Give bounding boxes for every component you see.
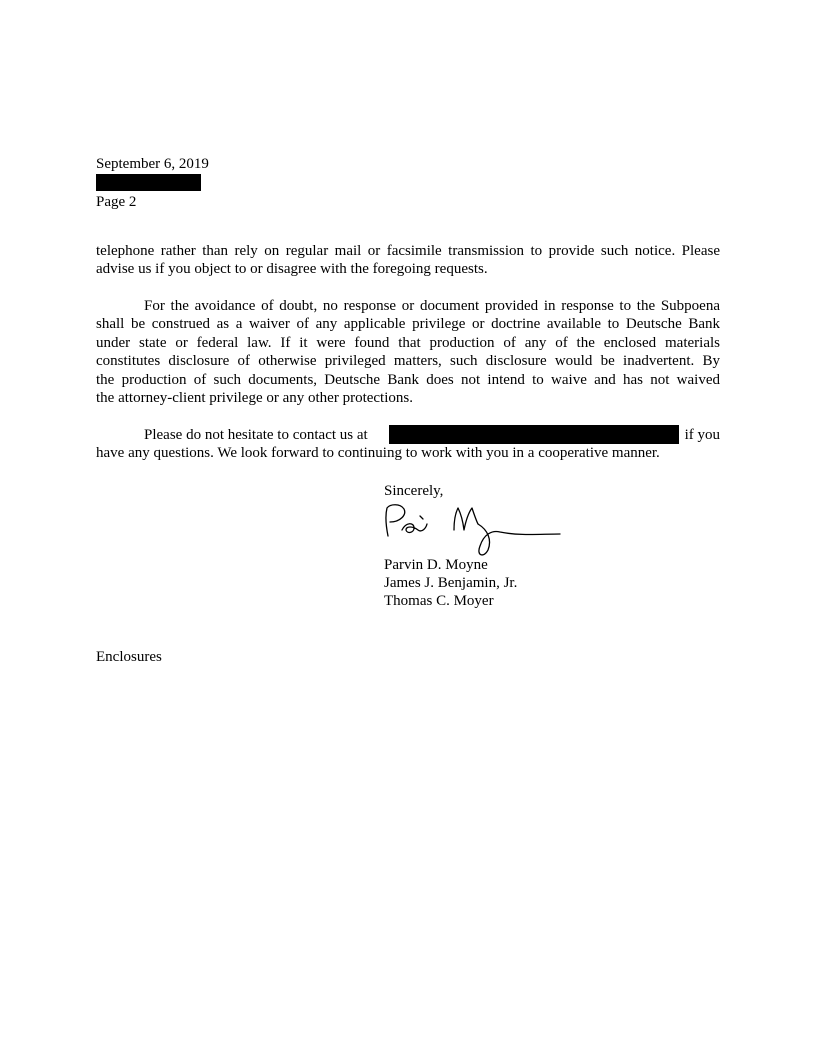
signer-name: James J. Benjamin, Jr. (384, 575, 518, 591)
letter-date: September 6, 2019 (96, 156, 209, 172)
enclosures-label: Enclosures (96, 649, 162, 665)
redacted-recipient (96, 174, 201, 191)
paragraph-privilege (96, 297, 720, 407)
paragraph-line: shall be construed as a waiver of any applicable privilege or doctrine available to Deutsche Bank (96, 316, 720, 333)
paragraph-line: the attorney-client privilege or any other protections. (96, 390, 413, 407)
redacted-contact (389, 425, 679, 444)
paragraph-line: the production of such documents, Deutsche Bank does not intend to waive and has not waived (96, 371, 720, 388)
signer-name: Parvin D. Moyne (384, 557, 488, 573)
paragraph-line: constitutes disclosure of otherwise privileged matters, such disclosure would be inadvertent. By (96, 353, 720, 370)
paragraph-line: under state or federal law. If it were found that production of any of the enclosed materials (96, 334, 720, 351)
contact-line-start: Please do not hesitate to contact us at (144, 427, 368, 443)
handwritten-signature (380, 500, 565, 562)
page-number: Page 2 (96, 194, 137, 210)
paragraph-line: For the avoidance of doubt, no response or document provided in response to the Subpoena (144, 298, 720, 314)
signer-name: Thomas C. Moyer (384, 593, 494, 609)
salutation: Sincerely, (384, 483, 444, 499)
paragraph-line: telephone rather than rely on regular mail or facsimile transmission to provide such notice. Please (96, 243, 720, 259)
contact-line-2: have any questions. We look forward to continuing to work with you in a cooperative manner. (96, 445, 660, 461)
paragraph-line: advise us if you object to or disagree with the foregoing requests. (96, 261, 488, 278)
contact-line-end: if you (684, 427, 720, 443)
paragraph-notice (96, 242, 720, 279)
